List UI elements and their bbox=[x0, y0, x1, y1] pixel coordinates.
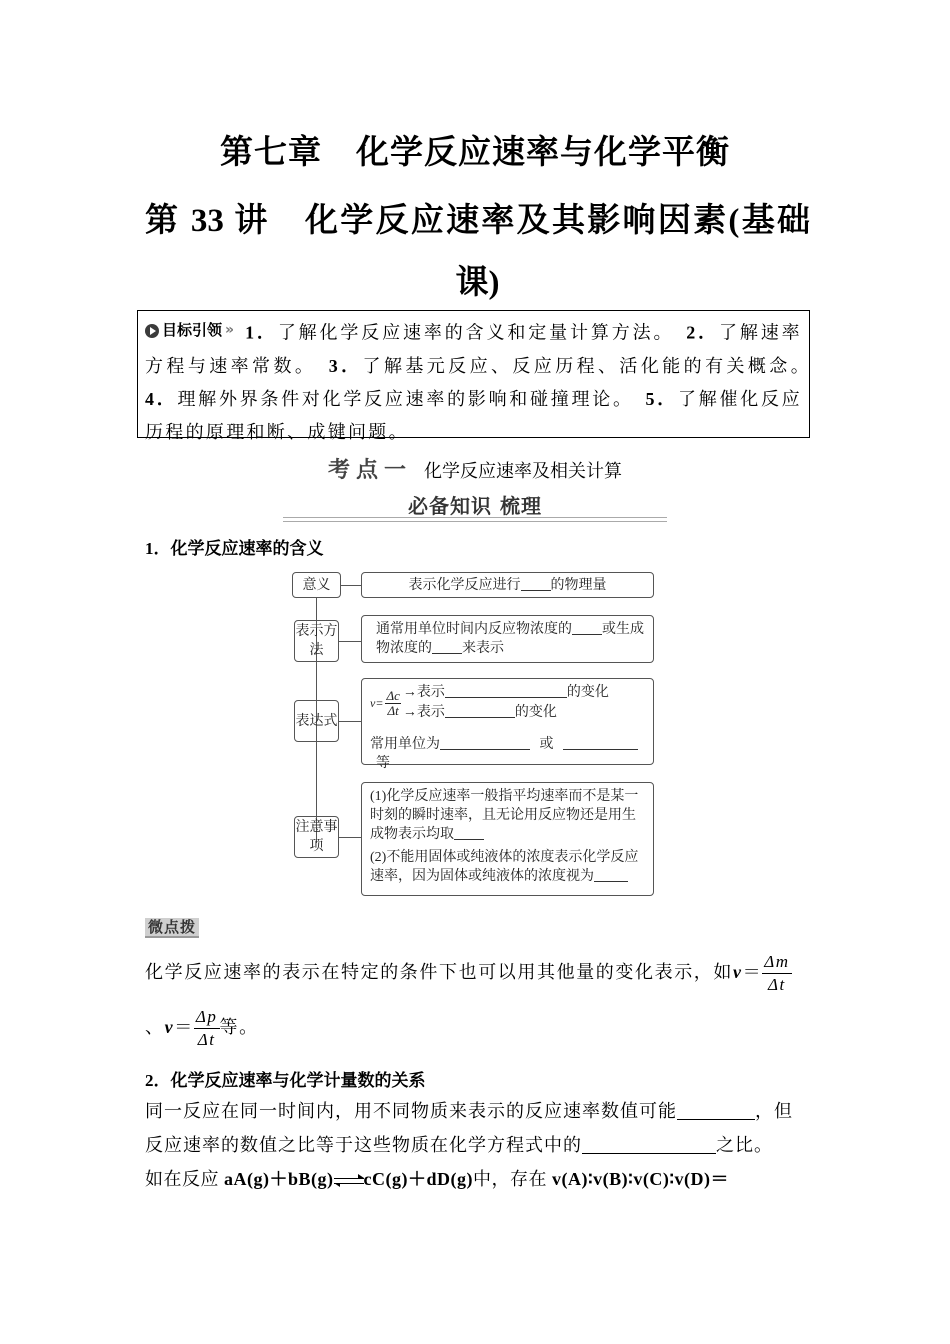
rate-ratio: v(A)∶v(B)∶v(C)∶v(D)＝ bbox=[551, 1169, 729, 1189]
goal-text: 理解外界条件对化学反应速率的影响和碰撞理论。 bbox=[177, 388, 625, 409]
double-chevron-icon: » bbox=[225, 322, 232, 338]
fraction-numerator: Δp bbox=[194, 1006, 220, 1029]
goal-number: 2． bbox=[686, 322, 720, 343]
answer-blank bbox=[445, 683, 567, 698]
answer-blank bbox=[677, 1101, 755, 1120]
banner-divider bbox=[283, 517, 667, 522]
meaning-text: 表示化学反应进行 bbox=[408, 578, 521, 593]
node-label-meaning: 意义 bbox=[292, 572, 341, 598]
chapter-title: 第七章 化学反应速率与化学平衡 bbox=[220, 135, 730, 171]
tip-text: 等。 bbox=[219, 1017, 259, 1037]
unit-text: 常用单位为 bbox=[370, 737, 440, 752]
tip-paragraph bbox=[145, 1005, 810, 1051]
rate-symbol: v= bbox=[370, 695, 384, 710]
answer-blank bbox=[572, 620, 602, 635]
section2-line bbox=[145, 1165, 810, 1193]
play-circle-icon bbox=[145, 324, 159, 338]
tip-text: 、 bbox=[145, 1017, 165, 1037]
learning-goals-box bbox=[137, 310, 810, 442]
section-heading: 2．化学反应速率与化学计量数的关系 bbox=[145, 1071, 426, 1090]
answer-blank bbox=[440, 735, 530, 750]
section-heading: 1．化学反应速率的含义 bbox=[145, 539, 324, 558]
answer-blank bbox=[454, 825, 484, 840]
equals-sign: ＝ bbox=[742, 962, 763, 982]
diagram-connector bbox=[339, 721, 361, 722]
fraction-denominator: Δt bbox=[767, 975, 786, 995]
diagram-connector bbox=[339, 641, 361, 642]
rate-symbol: v bbox=[164, 1017, 175, 1037]
tip-badge: 微点拨 bbox=[145, 918, 199, 938]
exam-point-header bbox=[0, 453, 950, 484]
exam-point-label: 考点一 bbox=[327, 458, 412, 483]
diagram-connector bbox=[341, 585, 361, 586]
goal-text: 了解速率方程与速率常数。 bbox=[145, 322, 802, 376]
concept-diagram bbox=[292, 570, 660, 900]
node-content-notes bbox=[361, 782, 654, 896]
node-content-method bbox=[361, 615, 654, 663]
section2-line bbox=[145, 1097, 810, 1125]
goal-number: 5． bbox=[645, 388, 678, 409]
goal-number: 3． bbox=[328, 355, 363, 376]
tip-fraction bbox=[194, 1006, 220, 1051]
goal-text: 了解催化反应历程的原理和断、成键问题。 bbox=[145, 388, 802, 442]
section-banner: 必备知识 梳理 bbox=[408, 494, 542, 518]
goals-badge bbox=[145, 314, 231, 347]
equilibrium-arrow-icon bbox=[334, 1174, 364, 1188]
unit-text: 等 bbox=[376, 756, 390, 771]
goal-number: 4． bbox=[145, 388, 178, 409]
goal-text: 了解基元反应、反应历程、活化能的有关概念。 bbox=[362, 355, 802, 376]
reaction-right: cC(g)＋dD(g) bbox=[363, 1169, 473, 1189]
expression-text: 表示 bbox=[416, 685, 445, 700]
node-content-expression bbox=[361, 678, 654, 771]
body-text: 中，存在 bbox=[472, 1169, 552, 1189]
fraction-numerator: Δc bbox=[386, 687, 400, 703]
arrow-icon: → bbox=[402, 685, 417, 700]
equals-sign: ＝ bbox=[174, 1017, 194, 1037]
tip-fraction bbox=[762, 951, 791, 996]
fraction-numerator: Δm bbox=[762, 951, 791, 974]
tip-paragraph bbox=[145, 950, 810, 996]
goal-text: 了解化学反应速率的含义和定量计算方法。 bbox=[277, 322, 666, 343]
method-text: 或生成物浓度的 bbox=[376, 622, 644, 656]
body-text: 同一反应在同一时间内，用不同物质来表示的反应速率数值可能 bbox=[145, 1101, 677, 1121]
node-label-expression: 表达式 bbox=[294, 700, 339, 742]
rate-fraction bbox=[385, 689, 400, 717]
body-text: 反应速率的数值之比等于这些物质在化学方程式中的 bbox=[145, 1135, 582, 1155]
answer-blank bbox=[582, 1135, 716, 1154]
answer-blank bbox=[445, 703, 515, 718]
expression-text: 的变化 bbox=[566, 685, 609, 700]
method-text: 通常用单位时间内反应物浓度的 bbox=[376, 622, 572, 637]
section2-line bbox=[145, 1131, 810, 1159]
body-text: 之比。 bbox=[716, 1135, 773, 1155]
goals-badge-label: 目标引领 bbox=[162, 321, 223, 339]
node-content-meaning bbox=[361, 572, 654, 598]
rate-symbol: v bbox=[733, 962, 743, 982]
note-text: (2)不能用固体或纯液体的浓度表示化学反应速率，因为固体或纯液体的浓度视为 bbox=[370, 850, 639, 884]
diagram-connector bbox=[339, 837, 361, 838]
node-label-notes: 注意事项 bbox=[294, 816, 339, 858]
expression-text: 表示 bbox=[416, 705, 445, 720]
answer-blank bbox=[594, 867, 628, 882]
reaction-left: aA(g)＋bB(g) bbox=[224, 1169, 334, 1189]
method-text: 来表示 bbox=[462, 641, 504, 656]
lesson-title: 第 33 讲 化学反应速率及其影响因素(基础课) bbox=[145, 203, 810, 301]
expression-text: 的变化 bbox=[514, 705, 557, 720]
meaning-text: 的物理量 bbox=[550, 578, 607, 593]
note-text: (1)化学反应速率一般指平均速率而不是某一时刻的瞬时速率，且无论用反应物还是用生成物表示均取 bbox=[370, 789, 639, 842]
goal-number: 1． bbox=[245, 322, 278, 343]
body-text: 如在反应 bbox=[145, 1169, 224, 1189]
answer-blank bbox=[432, 639, 462, 654]
answer-blank bbox=[563, 735, 638, 750]
fraction-denominator: Δt bbox=[197, 1030, 216, 1050]
unit-text: 或 bbox=[539, 737, 554, 752]
body-text: ，但 bbox=[755, 1101, 793, 1121]
arrow-icon: → bbox=[402, 705, 417, 720]
exam-point-title: 化学反应速率及相关计算 bbox=[424, 461, 622, 481]
tip-text: 化学反应速率的表示在特定的条件下也可以用其他量的变化表示，如 bbox=[145, 962, 733, 982]
fraction-denominator: Δt bbox=[387, 702, 399, 718]
answer-blank bbox=[521, 576, 551, 591]
node-label-method: 表示方法 bbox=[294, 620, 339, 662]
